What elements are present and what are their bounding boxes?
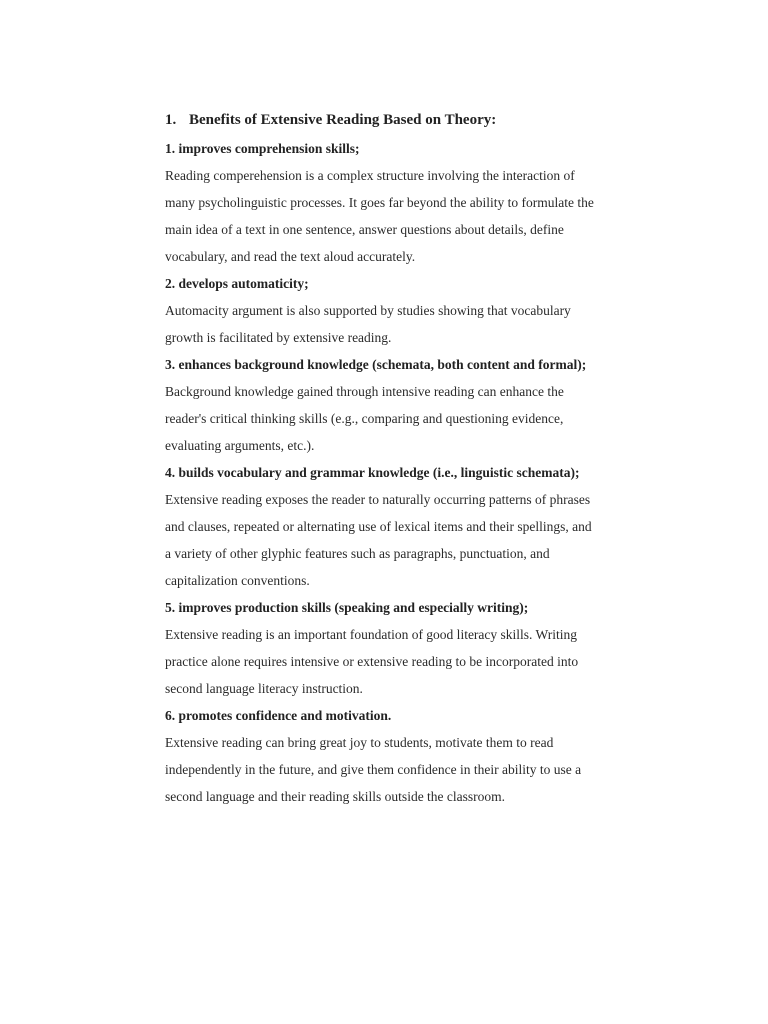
document-page (165, 108, 665, 810)
section-body (165, 162, 665, 270)
body-line: many psycholinguistic processes. It goes far beyond the ability to formulate the (165, 195, 594, 210)
body-line: capitalization conventions. (165, 573, 310, 588)
body-line: evaluating arguments, etc.). (165, 438, 315, 453)
section-heading: 6. promotes confidence and motivation. (165, 708, 392, 723)
body-line: second language and their reading skills outside the classroom. (165, 789, 506, 804)
body-line: Reading comperehension is a complex structure involving the interaction of (165, 168, 575, 183)
section-heading: 5. improves production skills (speaking and especially writing); (165, 600, 529, 615)
body-line: Extensive reading can bring great joy to students, motivate them to read (165, 735, 554, 750)
section-1 (165, 135, 665, 270)
body-line: a variety of other glyphic features such as paragraphs, punctuation, and (165, 546, 550, 561)
body-line: independently in the future, and give them confidence in their ability to use a (165, 762, 582, 777)
section-body (165, 729, 665, 810)
sections-container (165, 135, 665, 810)
section-6 (165, 702, 665, 810)
body-line: Automacity argument is also supported by studies showing that vocabulary (165, 303, 571, 318)
section-body (165, 621, 665, 702)
section-heading: 3. enhances background knowledge (schemata, both content and formal); (165, 357, 587, 372)
document-title-text: Benefits of Extensive Reading Based on Theory: (189, 112, 497, 128)
body-line: reader's critical thinking skills (e.g., comparing and questioning evidence, (165, 411, 564, 426)
section-body (165, 297, 665, 351)
body-line: Background knowledge gained through intensive reading can enhance the (165, 384, 564, 399)
document-title (165, 108, 665, 132)
section-4 (165, 459, 665, 594)
section-heading: 1. improves comprehension skills; (165, 141, 360, 156)
section-heading: 2. develops automaticity; (165, 276, 309, 291)
section-3 (165, 351, 665, 459)
body-line: and clauses, repeated or alternating use of lexical items and their spellings, and (165, 519, 592, 534)
body-line: growth is facilitated by extensive reading. (165, 330, 392, 345)
section-2 (165, 270, 665, 351)
body-line: Extensive reading exposes the reader to naturally occurring patterns of phrases (165, 492, 591, 507)
body-line: main idea of a text in one sentence, answer questions about details, define (165, 222, 564, 237)
body-line: vocabulary, and read the text aloud accurately. (165, 249, 416, 264)
body-line: second language literacy instruction. (165, 681, 363, 696)
section-body (165, 486, 665, 594)
document-title-number: 1. (165, 112, 177, 128)
section-heading: 4. builds vocabulary and grammar knowledge (i.e., linguistic schemata); (165, 465, 580, 480)
section-body (165, 378, 665, 459)
section-5 (165, 594, 665, 702)
body-line: Extensive reading is an important foundation of good literacy skills. Writing (165, 627, 578, 642)
body-line: practice alone requires intensive or extensive reading to be incorporated into (165, 654, 579, 669)
